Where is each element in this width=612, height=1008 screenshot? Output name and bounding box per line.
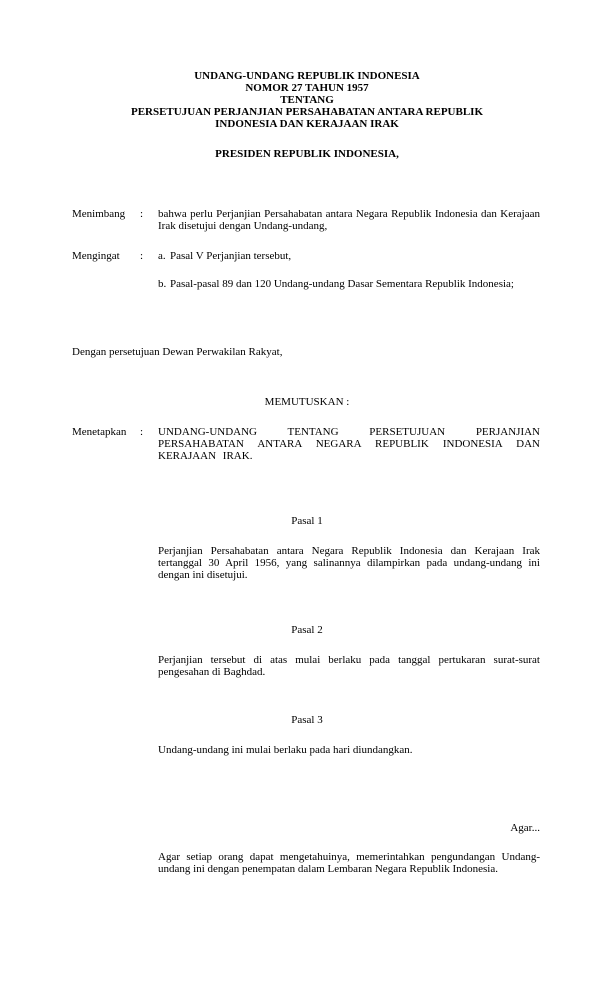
- menimbang-colon: :: [140, 208, 144, 220]
- menimbang-text: bahwa perlu Perjanjian Persahabatan antara Negara Republik Indonesia dan Kerajaan Irak disetujui dengan Undang-undang,: [158, 208, 540, 232]
- pasal-3-text: Undang-undang ini mulai berlaku pada hari diundangkan.: [158, 744, 413, 756]
- closing-text: Agar setiap orang dapat mengetahuinya, memerintahkan pengundangan Undang-undang ini dengan penempatan dalam Lembaran Negara Republik Indonesia.: [158, 851, 540, 875]
- pasal-1-title: Pasal 1: [291, 515, 323, 527]
- persetujuan-text: Dengan persetujuan Dewan Perwakilan Rakyat,: [72, 346, 283, 358]
- title-line: PERSETUJUAN PERJANJIAN PERSAHABATAN ANTARA REPUBLIK: [130, 106, 484, 118]
- title-line: NOMOR 27 TAHUN 1957: [245, 82, 369, 94]
- menimbang-label: Menimbang: [72, 208, 126, 220]
- mengingat-b-text: Pasal-pasal 89 dan 120 Undang-undang Dasar Sementara Republik Indonesia;: [170, 278, 514, 290]
- pasal-3-title: Pasal 3: [291, 714, 323, 726]
- title-line: UNDANG-UNDANG REPUBLIK INDONESIA: [194, 70, 420, 82]
- pasal-2-title: Pasal 2: [291, 624, 323, 636]
- mengingat-colon: :: [140, 250, 144, 262]
- menetapkan-colon: :: [140, 426, 144, 438]
- menetapkan-label: Menetapkan: [72, 426, 127, 438]
- mengingat-a-marker: a.: [158, 250, 166, 262]
- pasal-1-text: Perjanjian Persahabatan antara Negara Republik Indonesia dan Kerajaan Irak tertanggal 30 April 1956, yang salinannya dilampirkan pada undang-undang ini dengan ini disetujui.: [158, 545, 540, 581]
- mengingat-label: Mengingat: [72, 250, 120, 262]
- memutuskan-heading: MEMUTUSKAN :: [264, 396, 350, 408]
- title-line: TENTANG: [280, 94, 334, 106]
- mengingat-b-marker: b.: [158, 278, 167, 290]
- title-line: INDONESIA DAN KERAJAAN IRAK: [215, 118, 399, 130]
- president-heading: PRESIDEN REPUBLIK INDONESIA,: [215, 148, 399, 160]
- pasal-2-text: Perjanjian tersebut di atas mulai berlaku pada tanggal pertukaran surat-surat pengesahan di Baghdad.: [158, 654, 540, 678]
- menetapkan-text: UNDANG-UNDANG TENTANG PERSETUJUAN PERJANJIAN PERSAHABATAN ANTARA NEGARA REPUBLIK INDONESIA DAN KERAJAAN IRAK.: [158, 426, 540, 462]
- mengingat-a-text: Pasal V Perjanjian tersebut,: [170, 250, 292, 262]
- continuation-marker: Agar...: [510, 822, 540, 834]
